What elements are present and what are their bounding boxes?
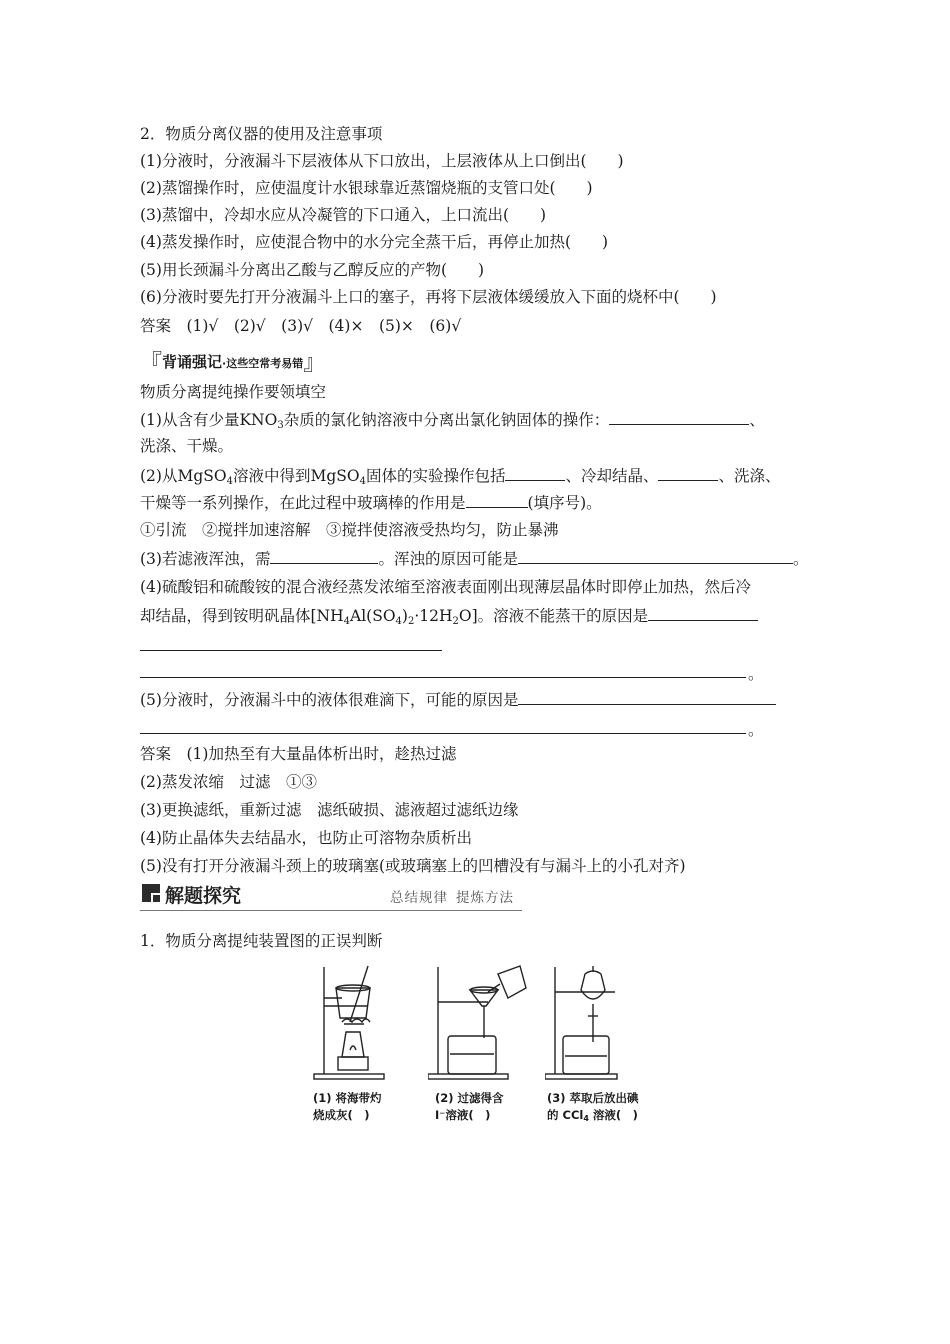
blank-q2-1[interactable] [505, 465, 565, 481]
fill-q4-line2: 却结晶，得到铵明矾晶体$[NH_4Al(SO_4)_2\cdot 12H_2O]$。溶液不能蒸干的原因是 [140, 605, 758, 632]
fill-answer-2: (2)蒸发浓缩 过滤 ①③ [140, 773, 317, 791]
blank-q3-2[interactable] [518, 548, 793, 564]
fill-q3: (3)若滤液浑浊，需 。浑浊的原因可能是 。 [140, 550, 809, 568]
blank-q2-3[interactable] [466, 492, 528, 508]
fill-title: 物质分离提纯操作要领填空 [140, 383, 327, 401]
caption-2: (2) 过滤得含 I⁻溶液( ) [435, 1091, 504, 1122]
banner-main: 背诵强记 [162, 353, 223, 371]
fill-answer-3: (3)更换滤纸，重新过滤 滤纸破损、滤液超过滤纸边缘 [140, 801, 519, 819]
fill-answer-4: (4)防止晶体失去结晶水，也防止可溶物杂质析出 [140, 829, 472, 847]
q4-period: 。 [748, 665, 764, 683]
blank-q4-2[interactable] [140, 650, 442, 651]
blank-q4-1[interactable] [648, 605, 758, 621]
answer-section2: 答案 (1)√ (2)√ (3)√ (4)× (5)× (6)√ [140, 317, 462, 335]
blank-q5-2[interactable] [140, 733, 746, 734]
fill-answer-5: (5)没有打开分液漏斗颈上的玻璃塞(或玻璃塞上的凹槽没有与漏斗上的小孔对齐) [140, 857, 686, 875]
fill-q4-line1: (4)硫酸铝和硫酸铵的混合液经蒸发浓缩至溶液表面刚出现薄层晶体时即停止加热，然后冷 [140, 578, 751, 596]
statement-4: (4)蒸发操作时，应使混合物中的水分完全蒸干后，再停止加热( ) [140, 233, 609, 251]
fill-q2-line2: 干燥等一系列操作，在此过程中玻璃棒的作用是 (填序号)。 [140, 494, 602, 512]
section-square-icon [142, 884, 160, 902]
fill-q1-line2: 洗涤、干燥。 [140, 437, 234, 455]
section-title-jieti: 解题探究 [165, 885, 242, 907]
caption-1: (1) 将海带灼 烧成灰( ) [313, 1091, 382, 1122]
apparatus-crucible-figure [312, 962, 402, 1082]
statement-1: (1)分液时，分液漏斗下层液体从下口放出，上层液体从上口倒出( ) [140, 152, 624, 170]
section-header [140, 880, 522, 911]
blank-q5-1[interactable] [518, 689, 776, 705]
fill-options: ①引流 ②搅拌加速溶解 ③搅拌使溶液受热均匀，防止暴沸 [140, 521, 559, 539]
banner-sub: 这些空常考易错 [226, 357, 304, 370]
fill-q5: (5)分液时，分液漏斗中的液体很难滴下，可能的原因是 [140, 689, 776, 710]
q1-title: 1．物质分离提纯装置图的正误判断 [140, 932, 383, 950]
statement-2: (2)蒸馏操作时，应使温度计水银球靠近蒸馏烧瓶的支管口处( ) [140, 179, 593, 197]
blank-q2-2[interactable] [658, 465, 718, 481]
fill-q2-line1: (2)从MgSO$_4$溶液中得到MgSO$_4$固体的实验操作包括 、冷却结晶、 、洗涤、 [140, 467, 781, 487]
blank-q4-3[interactable] [140, 677, 746, 678]
caption-3: (3) 萃取后放出碘 的 CCl4 溶液( ) [547, 1091, 639, 1123]
q5-period: 。 [748, 721, 764, 739]
section-subtitle: 总结规律 提炼方法 [390, 890, 514, 906]
memorize-banner: 『背诵强记·这些空常考易错』 [140, 351, 326, 376]
apparatus-filtration-figure [428, 962, 528, 1082]
section-title: 2．物质分离仪器的使用及注意事项 [140, 125, 383, 143]
statement-6: (6)分液时要先打开分液漏斗上口的塞子，再将下层液体缓缓放入下面的烧杯中( ) [140, 288, 717, 306]
blank-q1[interactable] [609, 409, 749, 425]
fill-q1-line1: (1)从含有少量$KNO_3$杂质的氯化钠溶液中分离出氯化钠固体的操作： 、 [140, 411, 765, 431]
statement-3: (3)蒸馏中，冷却水应从冷凝管的下口通入，上口流出( ) [140, 206, 547, 224]
apparatus-separatory-funnel-figure [545, 962, 635, 1082]
fill-answer-1: 答案 (1)加热至有大量晶体析出时，趁热过滤 [140, 745, 457, 763]
statement-5: (5)用长颈漏斗分离出乙酸与乙醇反应的产物( ) [140, 261, 485, 279]
blank-q3-1[interactable] [270, 548, 378, 564]
